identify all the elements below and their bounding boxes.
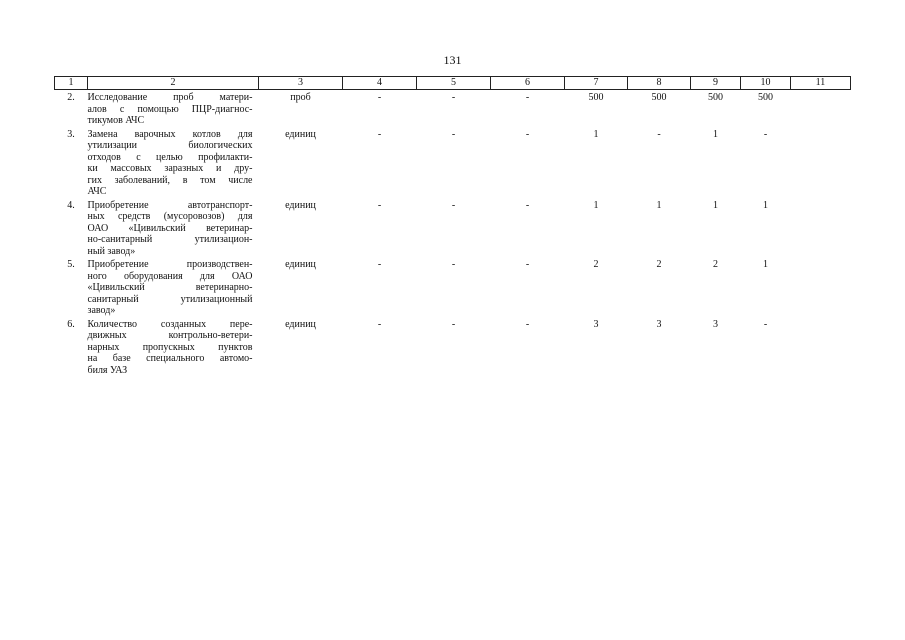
indicator-name-line: санитарный утилизационный	[87, 293, 253, 305]
indicator-name-line: Приобретение автотранспорт-	[87, 199, 253, 211]
column-header: 9	[691, 77, 741, 90]
column-header: 11	[791, 77, 851, 90]
indicator-name-line: но-санитарный утилизацион-	[87, 234, 253, 245]
indicator-name-line: ный завод»	[87, 245, 136, 257]
value-cell: -	[657, 128, 661, 140]
indicator-name-line: Количество созданных пере-	[87, 318, 253, 330]
value-cell: -	[451, 128, 456, 140]
value-cell: 3	[593, 318, 599, 330]
value-cell: 1	[713, 199, 718, 211]
value-cell: 500	[758, 92, 773, 103]
column-header: 4	[343, 77, 417, 90]
value-cell: 1	[593, 128, 599, 140]
value-cell: -	[525, 92, 530, 103]
indicator-name-line: ки массовых заразных и дру-	[87, 163, 253, 174]
indicator-name-line: ных средств (мусоровозов) для	[87, 211, 253, 222]
indicator-name-line: на базе специального автомо-	[87, 353, 253, 364]
value-cell	[791, 127, 851, 198]
indicator-name-line: тикумов АЧС	[87, 115, 145, 126]
value-cell: -	[377, 199, 382, 211]
unit-cell: единиц	[285, 128, 316, 140]
value-cell: 3	[713, 318, 718, 330]
value-cell: 1	[593, 199, 599, 211]
value-cell: -	[451, 92, 456, 103]
value-cell: 3	[656, 318, 662, 330]
page-number: 131	[443, 53, 462, 67]
table-row	[55, 198, 851, 258]
row-number: 5.	[67, 259, 75, 270]
value-cell: -	[451, 259, 456, 270]
unit-cell: проб	[290, 92, 311, 103]
column-header: 5	[417, 77, 491, 90]
value-cell: 500	[651, 92, 667, 103]
table-body	[55, 90, 851, 377]
indicator-name-line: алов с помощью ПЦР-диагнос-	[87, 103, 253, 115]
column-header: 3	[259, 77, 343, 90]
indicator-name-line: отходов с целью профилакти-	[87, 151, 253, 163]
value-cell: -	[377, 259, 382, 270]
value-cell: -	[525, 199, 530, 211]
table-row	[55, 90, 851, 127]
column-header: 10	[741, 77, 791, 90]
indicator-name	[88, 317, 259, 377]
row-number: 2.	[67, 92, 75, 103]
value-cell: -	[525, 259, 530, 270]
row-number: 4.	[67, 199, 75, 211]
value-cell	[791, 198, 851, 258]
value-cell: 2	[713, 259, 718, 270]
unit-cell: единиц	[285, 259, 316, 270]
indicator-name	[88, 257, 259, 317]
value-cell: -	[763, 128, 768, 140]
table-row	[55, 127, 851, 198]
value-cell: -	[451, 199, 456, 211]
indicator-name-line: АЧС	[87, 186, 107, 197]
value-cell	[791, 90, 851, 127]
table-row	[55, 317, 851, 377]
indicators-table	[54, 76, 851, 376]
indicator-name-line: «Цивильский ветеринарно-	[87, 282, 253, 293]
value-cell: 1	[713, 128, 718, 140]
value-cell: 500	[588, 92, 604, 103]
indicator-name-line: ного оборудования для ОАО	[87, 270, 253, 282]
value-cell: 1	[763, 259, 768, 270]
value-cell: 500	[708, 92, 723, 103]
indicator-name-line: Замена варочных котлов для	[87, 128, 253, 140]
table-row	[55, 257, 851, 317]
value-cell: 1	[656, 199, 662, 211]
value-cell	[791, 257, 851, 317]
value-cell: -	[525, 128, 530, 140]
row-number: 6.	[67, 318, 75, 330]
indicator-name	[88, 198, 259, 258]
row-number: 3.	[67, 128, 75, 140]
value-cell: -	[525, 318, 530, 330]
value-cell: 1	[763, 199, 768, 211]
column-header: 7	[565, 77, 628, 90]
column-header: 1	[55, 77, 88, 90]
indicator-name-line: движных контрольно-ветери-	[87, 330, 253, 341]
indicator-name-line: утилизации биологических	[87, 140, 253, 151]
value-cell: -	[377, 128, 382, 140]
indicator-name-line: биля УАЗ	[87, 364, 128, 376]
indicator-name-line: Исследование проб матери-	[87, 92, 253, 103]
indicator-name	[88, 90, 259, 127]
indicator-name-line: завод»	[87, 305, 116, 316]
value-cell: -	[763, 318, 768, 330]
column-header: 6	[491, 77, 565, 90]
value-cell	[791, 317, 851, 377]
value-cell: -	[377, 318, 382, 330]
indicator-name-line: ОАО «Цивильский ветеринар-	[87, 222, 253, 234]
column-header: 8	[628, 77, 691, 90]
unit-cell: единиц	[285, 318, 316, 330]
value-cell: 2	[593, 259, 599, 270]
value-cell: 2	[656, 259, 662, 270]
value-cell: -	[377, 92, 382, 103]
indicator-name-line: нарных пропускных пунктов	[87, 341, 253, 353]
value-cell: -	[451, 318, 456, 330]
table-header-row	[55, 77, 851, 90]
indicator-name-line: Приобретение производствен-	[87, 259, 253, 270]
column-header: 2	[88, 77, 259, 90]
indicator-name-line: гих заболеваний, в том числе	[87, 174, 253, 186]
indicator-name	[88, 127, 259, 198]
unit-cell: единиц	[285, 199, 316, 211]
